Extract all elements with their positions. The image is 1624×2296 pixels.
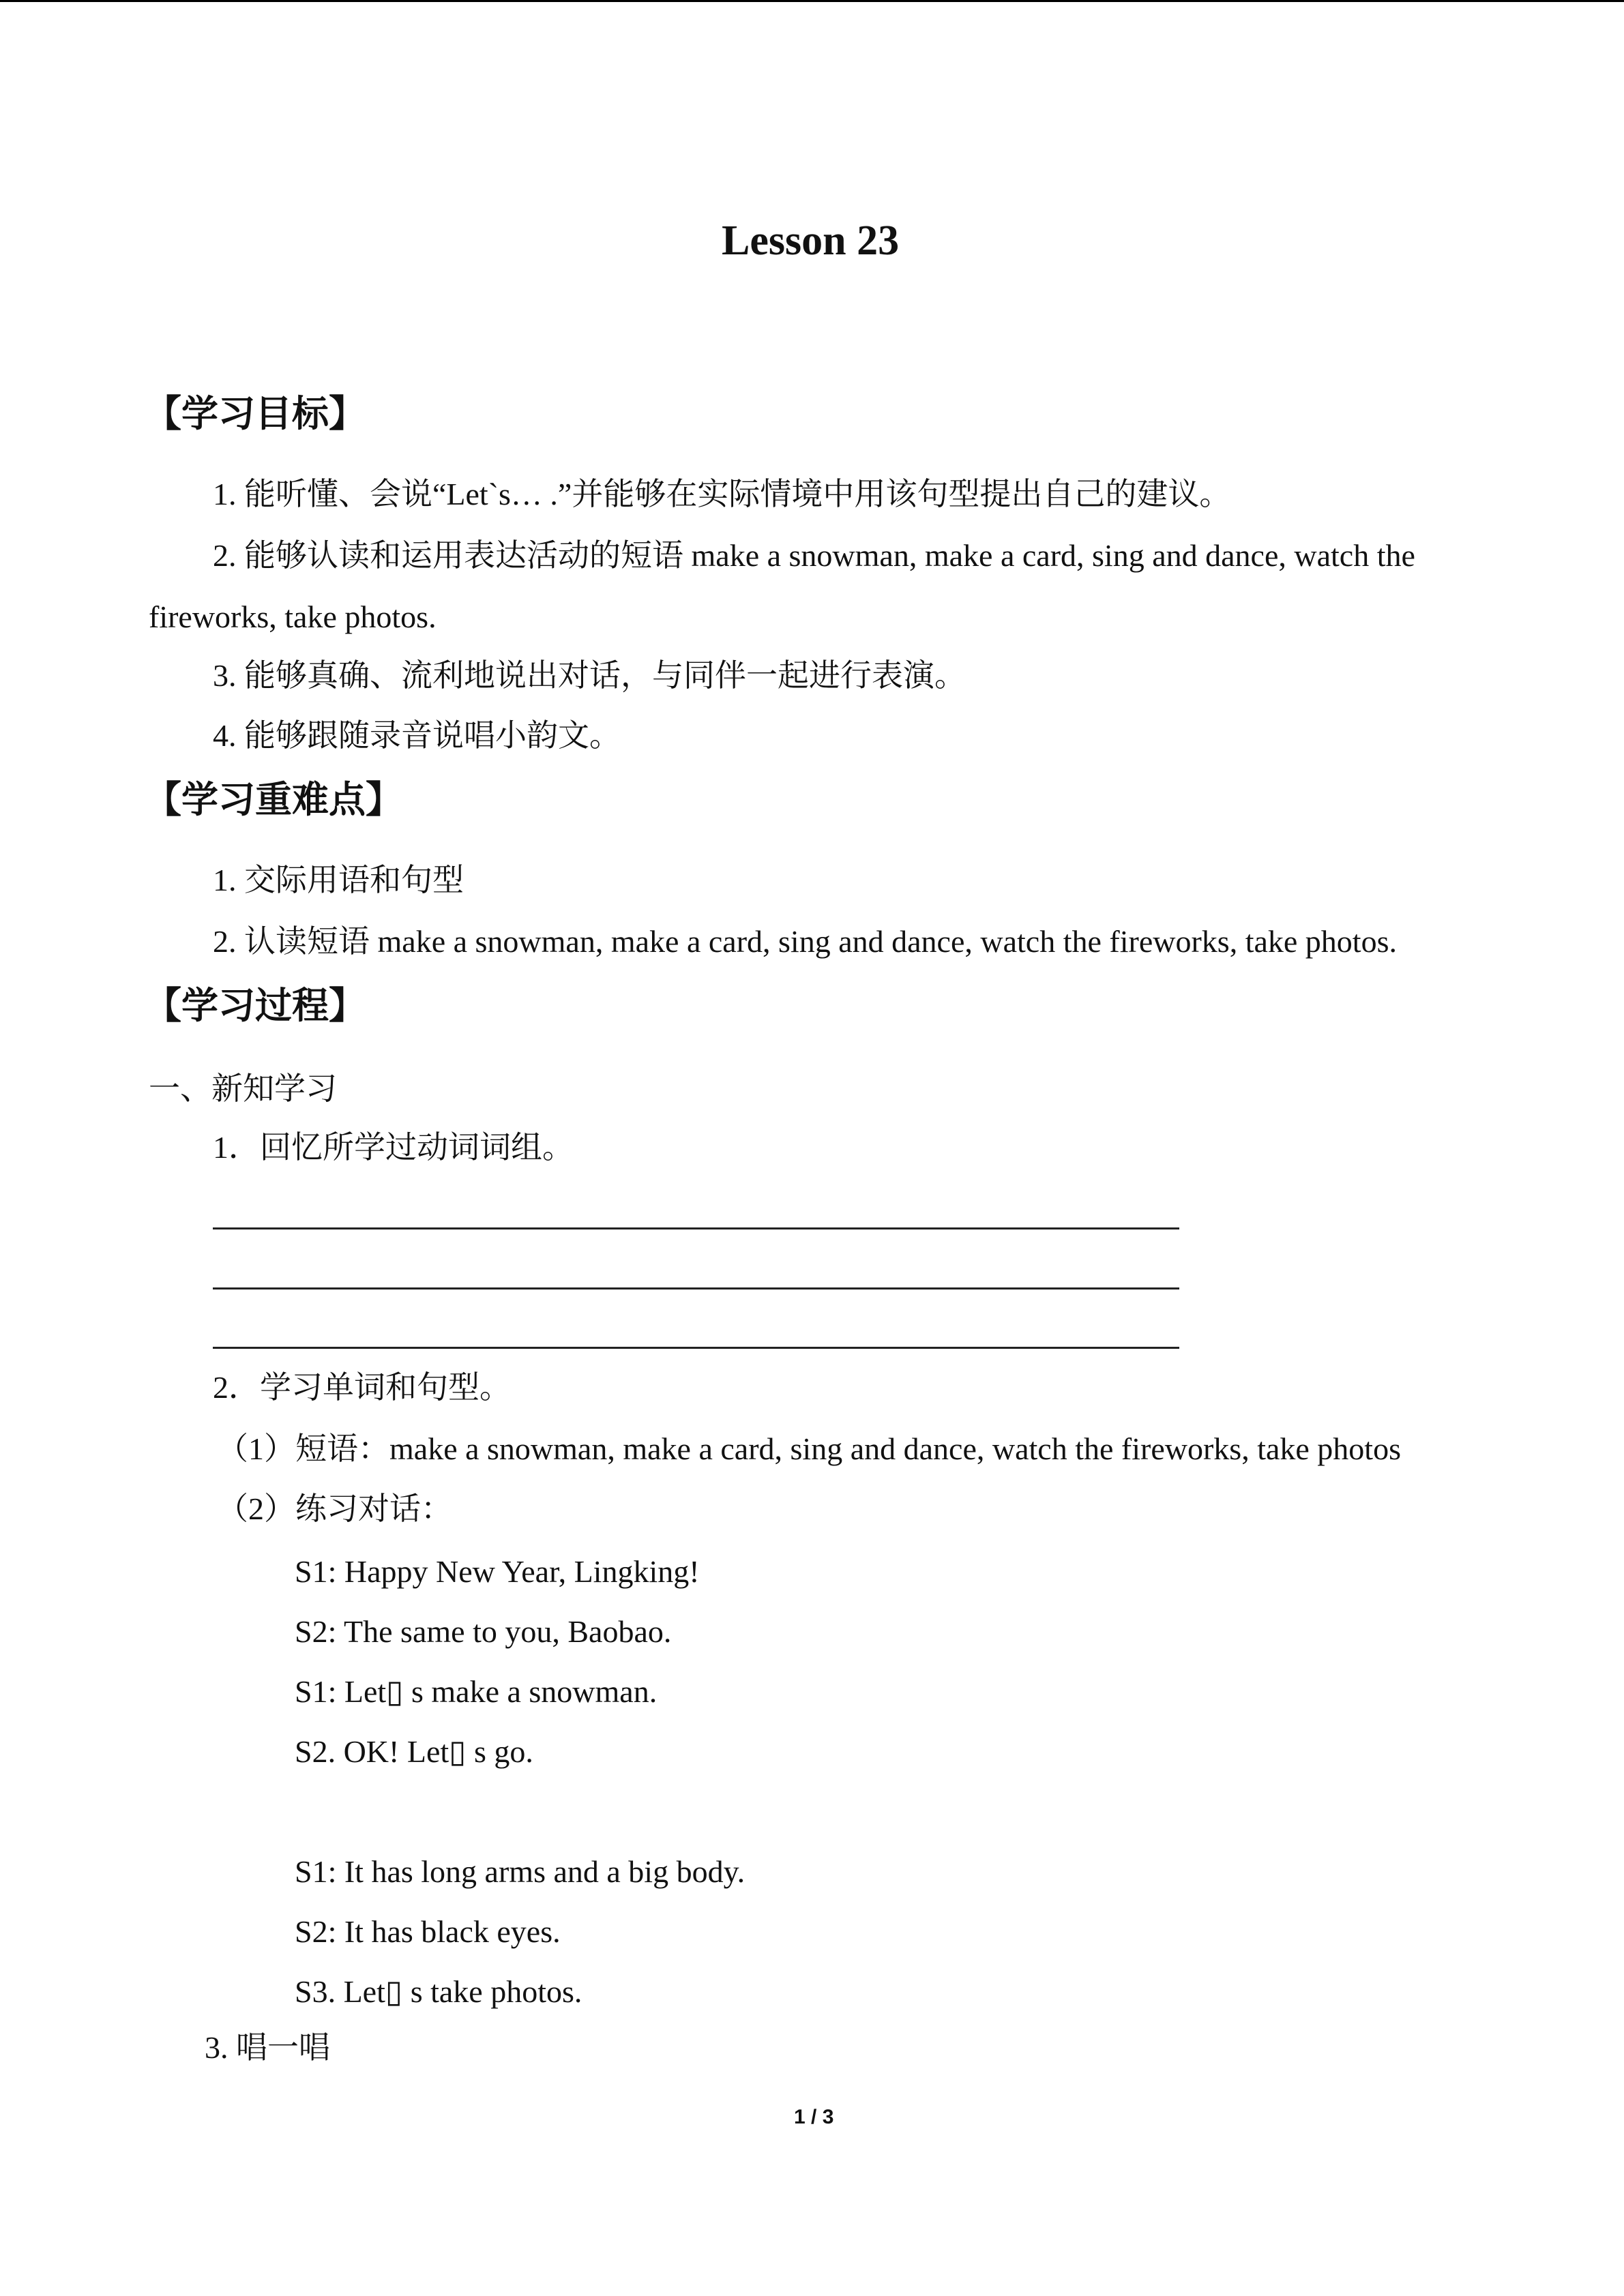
page-number: 1 / 3 xyxy=(794,2106,834,2128)
process-step-2: 2．学习单词和句型。 xyxy=(213,1370,511,1405)
answer-line-3 xyxy=(213,1347,1179,1349)
objective-item-3: 3. 能够真确、流利地说出对话，与同伴一起进行表演。 xyxy=(213,658,966,693)
objective-item-4: 4. 能够跟随录音说唱小韵文。 xyxy=(213,718,621,753)
dialogue-line: S2. OK! Let▯ s go. xyxy=(295,1734,533,1769)
phrases-line: （1）短语：make a snowman, make a card, sing and dance, watch the fireworks, take photos xyxy=(217,1431,1401,1466)
top-border xyxy=(0,0,1624,2)
dialogue-line: S2: It has black eyes. xyxy=(295,1914,561,1949)
key-point-item-1: 1. 交际用语和句型 xyxy=(213,863,464,897)
process-step-1: 1．回忆所学过动词词组。 xyxy=(213,1130,574,1165)
objective-item-2-continued: fireworks, take photos. xyxy=(149,599,437,634)
dialogue-line: S1: It has long arms and a big body. xyxy=(295,1854,745,1889)
answer-line-2 xyxy=(213,1287,1179,1289)
answer-line-1 xyxy=(213,1227,1179,1229)
dialogue-line: S3. Let▯ s take photos. xyxy=(295,1974,582,2009)
process-step-3: 3. 唱一唱 xyxy=(205,2030,330,2065)
dialogue-line: S2: The same to you, Baobao. xyxy=(295,1614,672,1649)
dialogue-line: S1: Happy New Year, Lingking! xyxy=(295,1554,700,1589)
dialogue-line: S1: Let▯ s make a snowman. xyxy=(295,1674,658,1709)
process-part-1: 一、新知学习 xyxy=(149,1071,337,1106)
section-heading-objectives: 【学习目标】 xyxy=(145,393,366,434)
objective-item-1: 1. 能听懂、会说“Let`s… .”并能够在实际情境中用该句型提出自己的建议。 xyxy=(213,477,1231,511)
section-heading-process: 【学习过程】 xyxy=(145,985,366,1026)
objective-item-2: 2. 能够认读和运用表达活动的短语 make a snowman, make a card, sing and dance, watch the xyxy=(213,538,1415,573)
section-heading-key-points: 【学习重难点】 xyxy=(145,779,402,820)
dialogue-practice-label: （2）练习对话： xyxy=(217,1491,452,1526)
page-title: Lesson 23 xyxy=(722,218,900,264)
key-point-item-2: 2. 认读短语 make a snowman, make a card, sing and dance, watch the fireworks, take photos. xyxy=(213,924,1397,959)
